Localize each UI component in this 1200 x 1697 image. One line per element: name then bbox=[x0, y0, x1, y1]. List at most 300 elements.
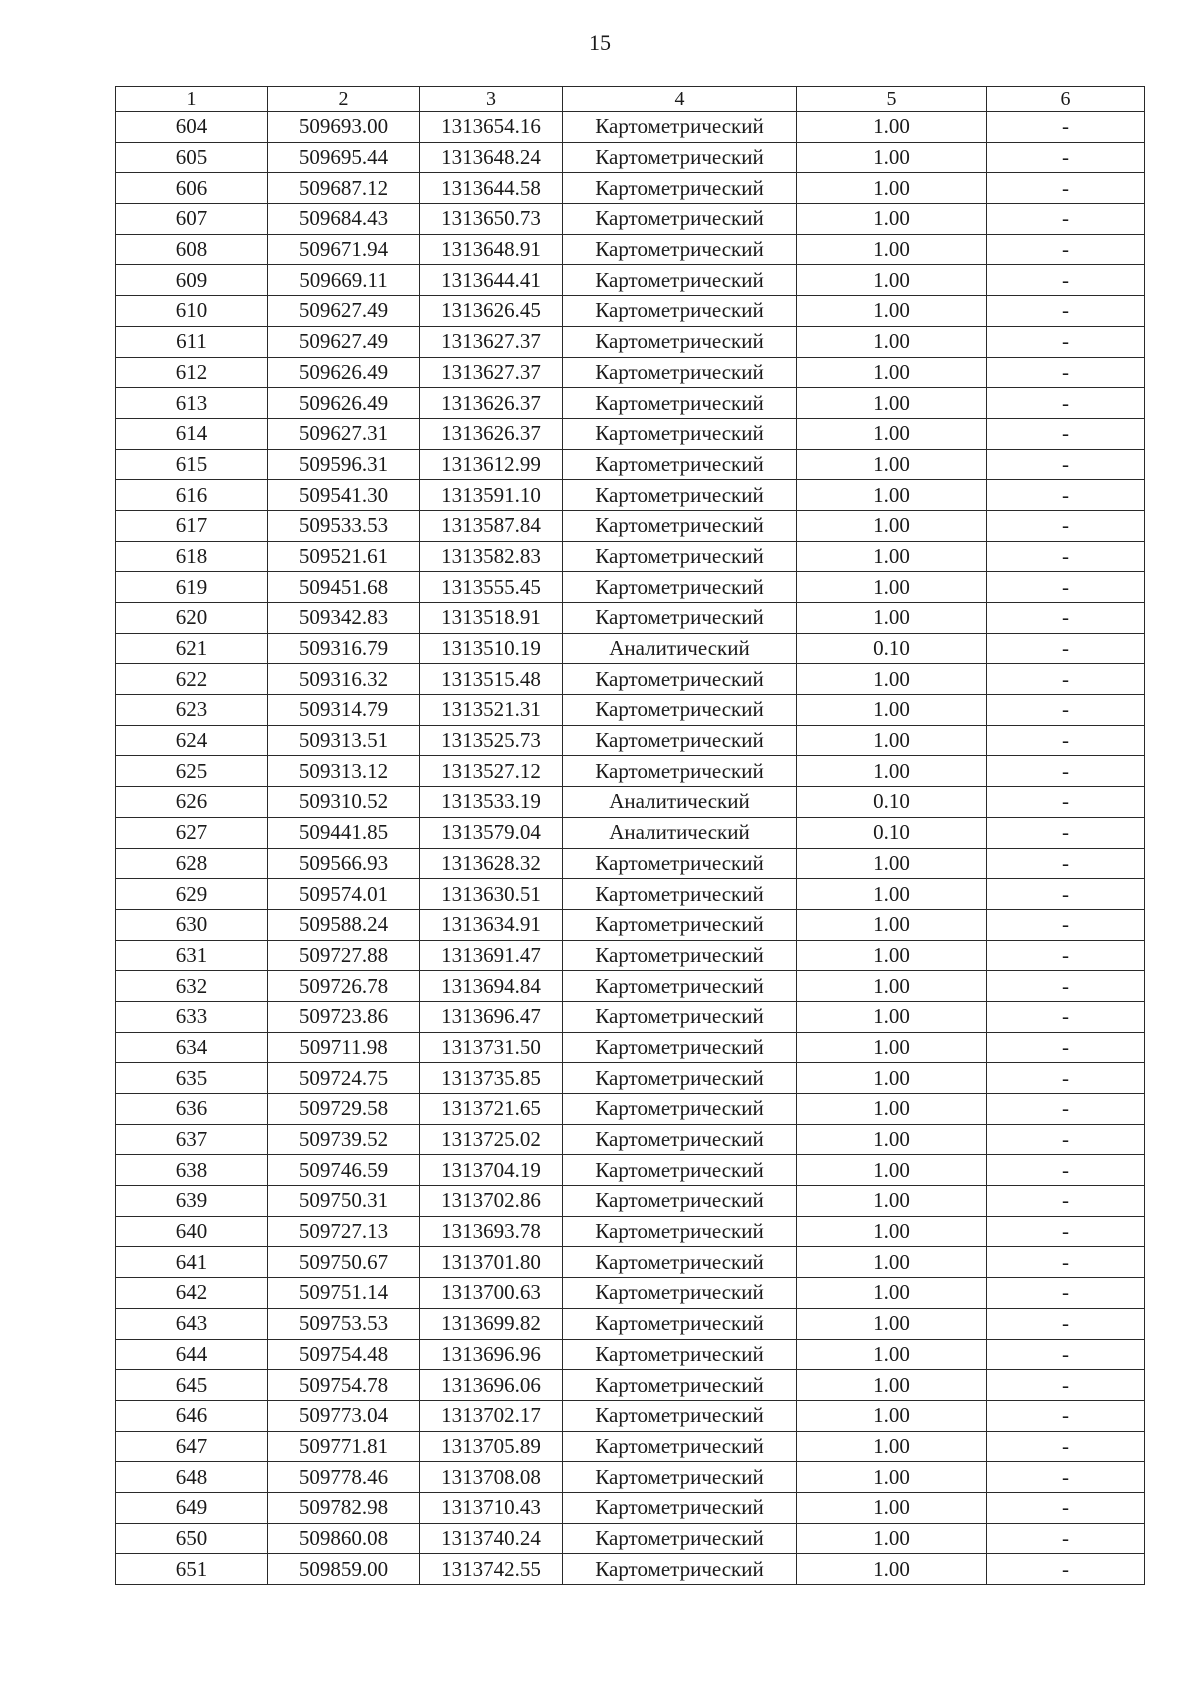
accuracy-cell: 1.00 bbox=[797, 510, 987, 541]
x-coordinate-cell: 509754.48 bbox=[268, 1339, 420, 1370]
y-coordinate-cell: 1313710.43 bbox=[420, 1492, 563, 1523]
table-row bbox=[116, 1308, 1145, 1339]
method-cell: Картометрический bbox=[563, 142, 797, 173]
y-coordinate-cell: 1313634.91 bbox=[420, 909, 563, 940]
y-coordinate-cell: 1313742.55 bbox=[420, 1554, 563, 1585]
x-coordinate-cell: 509695.44 bbox=[268, 142, 420, 173]
description-cell: - bbox=[987, 1216, 1145, 1247]
description-cell: - bbox=[987, 848, 1145, 879]
accuracy-cell: 0.10 bbox=[797, 633, 987, 664]
table-row bbox=[116, 603, 1145, 634]
x-coordinate-cell: 509316.32 bbox=[268, 664, 420, 695]
table-body bbox=[116, 112, 1145, 1585]
method-cell: Картометрический bbox=[563, 296, 797, 327]
point-number-cell: 636 bbox=[116, 1094, 268, 1125]
accuracy-cell: 1.00 bbox=[797, 848, 987, 879]
y-coordinate-cell: 1313691.47 bbox=[420, 940, 563, 971]
accuracy-cell: 1.00 bbox=[797, 725, 987, 756]
accuracy-cell: 1.00 bbox=[797, 1554, 987, 1585]
table-row bbox=[116, 480, 1145, 511]
point-number-cell: 608 bbox=[116, 234, 268, 265]
description-cell: - bbox=[987, 1278, 1145, 1309]
point-number-cell: 644 bbox=[116, 1339, 268, 1370]
accuracy-cell: 1.00 bbox=[797, 1523, 987, 1554]
point-number-cell: 633 bbox=[116, 1001, 268, 1032]
description-cell: - bbox=[987, 204, 1145, 235]
table-row bbox=[116, 695, 1145, 726]
y-coordinate-cell: 1313654.16 bbox=[420, 112, 563, 143]
method-cell: Картометрический bbox=[563, 909, 797, 940]
method-cell: Картометрический bbox=[563, 603, 797, 634]
table-row bbox=[116, 1278, 1145, 1309]
method-cell: Картометрический bbox=[563, 265, 797, 296]
point-number-cell: 626 bbox=[116, 787, 268, 818]
x-coordinate-cell: 509750.31 bbox=[268, 1186, 420, 1217]
x-coordinate-cell: 509782.98 bbox=[268, 1492, 420, 1523]
x-coordinate-cell: 509313.12 bbox=[268, 756, 420, 787]
accuracy-cell: 1.00 bbox=[797, 173, 987, 204]
method-cell: Картометрический bbox=[563, 725, 797, 756]
accuracy-cell: 1.00 bbox=[797, 480, 987, 511]
table-row bbox=[116, 1124, 1145, 1155]
description-cell: - bbox=[987, 664, 1145, 695]
accuracy-cell: 1.00 bbox=[797, 388, 987, 419]
method-cell: Картометрический bbox=[563, 1523, 797, 1554]
accuracy-cell: 1.00 bbox=[797, 541, 987, 572]
x-coordinate-cell: 509441.85 bbox=[268, 817, 420, 848]
description-cell: - bbox=[987, 112, 1145, 143]
y-coordinate-cell: 1313627.37 bbox=[420, 326, 563, 357]
method-cell: Картометрический bbox=[563, 1124, 797, 1155]
x-coordinate-cell: 509533.53 bbox=[268, 510, 420, 541]
table-row bbox=[116, 173, 1145, 204]
y-coordinate-cell: 1313521.31 bbox=[420, 695, 563, 726]
x-coordinate-cell: 509588.24 bbox=[268, 909, 420, 940]
point-number-cell: 613 bbox=[116, 388, 268, 419]
description-cell: - bbox=[987, 449, 1145, 480]
x-coordinate-cell: 509771.81 bbox=[268, 1431, 420, 1462]
x-coordinate-cell: 509751.14 bbox=[268, 1278, 420, 1309]
accuracy-cell: 1.00 bbox=[797, 1400, 987, 1431]
table-row bbox=[116, 1155, 1145, 1186]
description-cell: - bbox=[987, 1032, 1145, 1063]
method-cell: Картометрический bbox=[563, 1278, 797, 1309]
accuracy-cell: 1.00 bbox=[797, 1462, 987, 1493]
x-coordinate-cell: 509521.61 bbox=[268, 541, 420, 572]
accuracy-cell: 1.00 bbox=[797, 1063, 987, 1094]
description-cell: - bbox=[987, 1308, 1145, 1339]
y-coordinate-cell: 1313725.02 bbox=[420, 1124, 563, 1155]
accuracy-cell: 1.00 bbox=[797, 142, 987, 173]
x-coordinate-cell: 509626.49 bbox=[268, 388, 420, 419]
x-coordinate-cell: 509693.00 bbox=[268, 112, 420, 143]
method-cell: Картометрический bbox=[563, 112, 797, 143]
x-coordinate-cell: 509627.49 bbox=[268, 296, 420, 327]
x-coordinate-cell: 509727.13 bbox=[268, 1216, 420, 1247]
accuracy-cell: 1.00 bbox=[797, 234, 987, 265]
point-number-cell: 607 bbox=[116, 204, 268, 235]
point-number-cell: 604 bbox=[116, 112, 268, 143]
y-coordinate-cell: 1313699.82 bbox=[420, 1308, 563, 1339]
x-coordinate-cell: 509342.83 bbox=[268, 603, 420, 634]
header-cell-col-3: 3 bbox=[420, 87, 563, 112]
accuracy-cell: 1.00 bbox=[797, 1247, 987, 1278]
point-number-cell: 605 bbox=[116, 142, 268, 173]
y-coordinate-cell: 1313518.91 bbox=[420, 603, 563, 634]
method-cell: Картометрический bbox=[563, 388, 797, 419]
description-cell: - bbox=[987, 725, 1145, 756]
x-coordinate-cell: 509626.49 bbox=[268, 357, 420, 388]
accuracy-cell: 1.00 bbox=[797, 879, 987, 910]
method-cell: Картометрический bbox=[563, 1462, 797, 1493]
table-row bbox=[116, 234, 1145, 265]
description-cell: - bbox=[987, 1094, 1145, 1125]
description-cell: - bbox=[987, 1462, 1145, 1493]
point-number-cell: 643 bbox=[116, 1308, 268, 1339]
y-coordinate-cell: 1313696.96 bbox=[420, 1339, 563, 1370]
x-coordinate-cell: 509746.59 bbox=[268, 1155, 420, 1186]
x-coordinate-cell: 509723.86 bbox=[268, 1001, 420, 1032]
description-cell: - bbox=[987, 357, 1145, 388]
method-cell: Картометрический bbox=[563, 357, 797, 388]
x-coordinate-cell: 509684.43 bbox=[268, 204, 420, 235]
accuracy-cell: 1.00 bbox=[797, 357, 987, 388]
header-cell-col-5: 5 bbox=[797, 87, 987, 112]
x-coordinate-cell: 509627.49 bbox=[268, 326, 420, 357]
y-coordinate-cell: 1313696.06 bbox=[420, 1370, 563, 1401]
x-coordinate-cell: 509753.53 bbox=[268, 1308, 420, 1339]
table-row bbox=[116, 541, 1145, 572]
y-coordinate-cell: 1313579.04 bbox=[420, 817, 563, 848]
table-row bbox=[116, 418, 1145, 449]
description-cell: - bbox=[987, 1400, 1145, 1431]
description-cell: - bbox=[987, 326, 1145, 357]
x-coordinate-cell: 509711.98 bbox=[268, 1032, 420, 1063]
x-coordinate-cell: 509727.88 bbox=[268, 940, 420, 971]
y-coordinate-cell: 1313587.84 bbox=[420, 510, 563, 541]
description-cell: - bbox=[987, 1247, 1145, 1278]
accuracy-cell: 1.00 bbox=[797, 326, 987, 357]
description-cell: - bbox=[987, 787, 1145, 818]
accuracy-cell: 1.00 bbox=[797, 265, 987, 296]
description-cell: - bbox=[987, 296, 1145, 327]
method-cell: Картометрический bbox=[563, 1032, 797, 1063]
accuracy-cell: 1.00 bbox=[797, 1186, 987, 1217]
y-coordinate-cell: 1313555.45 bbox=[420, 572, 563, 603]
point-number-cell: 611 bbox=[116, 326, 268, 357]
method-cell: Картометрический bbox=[563, 1094, 797, 1125]
method-cell: Картометрический bbox=[563, 510, 797, 541]
page-number: 15 bbox=[589, 30, 611, 55]
point-number-cell: 618 bbox=[116, 541, 268, 572]
accuracy-cell: 1.00 bbox=[797, 1492, 987, 1523]
y-coordinate-cell: 1313628.32 bbox=[420, 848, 563, 879]
table-row bbox=[116, 1216, 1145, 1247]
table-row bbox=[116, 848, 1145, 879]
method-cell: Картометрический bbox=[563, 1308, 797, 1339]
point-number-cell: 620 bbox=[116, 603, 268, 634]
y-coordinate-cell: 1313644.41 bbox=[420, 265, 563, 296]
description-cell: - bbox=[987, 388, 1145, 419]
point-number-cell: 634 bbox=[116, 1032, 268, 1063]
x-coordinate-cell: 509671.94 bbox=[268, 234, 420, 265]
point-number-cell: 641 bbox=[116, 1247, 268, 1278]
x-coordinate-cell: 509750.67 bbox=[268, 1247, 420, 1278]
method-cell: Картометрический bbox=[563, 480, 797, 511]
x-coordinate-cell: 509541.30 bbox=[268, 480, 420, 511]
y-coordinate-cell: 1313525.73 bbox=[420, 725, 563, 756]
table-row bbox=[116, 326, 1145, 357]
point-number-cell: 627 bbox=[116, 817, 268, 848]
table-row bbox=[116, 296, 1145, 327]
header-row bbox=[116, 87, 1145, 112]
point-number-cell: 629 bbox=[116, 879, 268, 910]
accuracy-cell: 1.00 bbox=[797, 1308, 987, 1339]
accuracy-cell: 1.00 bbox=[797, 1124, 987, 1155]
point-number-cell: 638 bbox=[116, 1155, 268, 1186]
accuracy-cell: 1.00 bbox=[797, 695, 987, 726]
x-coordinate-cell: 509773.04 bbox=[268, 1400, 420, 1431]
x-coordinate-cell: 509310.52 bbox=[268, 787, 420, 818]
description-cell: - bbox=[987, 142, 1145, 173]
y-coordinate-cell: 1313626.37 bbox=[420, 418, 563, 449]
description-cell: - bbox=[987, 1523, 1145, 1554]
description-cell: - bbox=[987, 1554, 1145, 1585]
table-row bbox=[116, 787, 1145, 818]
table-row bbox=[116, 1462, 1145, 1493]
accuracy-cell: 1.00 bbox=[797, 940, 987, 971]
description-cell: - bbox=[987, 909, 1145, 940]
accuracy-cell: 1.00 bbox=[797, 1339, 987, 1370]
description-cell: - bbox=[987, 1124, 1145, 1155]
description-cell: - bbox=[987, 265, 1145, 296]
description-cell: - bbox=[987, 1370, 1145, 1401]
method-cell: Картометрический bbox=[563, 173, 797, 204]
method-cell: Картометрический bbox=[563, 1431, 797, 1462]
method-cell: Картометрический bbox=[563, 1186, 797, 1217]
table-row bbox=[116, 1523, 1145, 1554]
accuracy-cell: 0.10 bbox=[797, 817, 987, 848]
table-row bbox=[116, 1431, 1145, 1462]
accuracy-cell: 1.00 bbox=[797, 1216, 987, 1247]
method-cell: Картометрический bbox=[563, 1339, 797, 1370]
accuracy-cell: 1.00 bbox=[797, 603, 987, 634]
accuracy-cell: 1.00 bbox=[797, 112, 987, 143]
header-cell-col-2: 2 bbox=[268, 87, 420, 112]
accuracy-cell: 1.00 bbox=[797, 971, 987, 1002]
x-coordinate-cell: 509313.51 bbox=[268, 725, 420, 756]
table-row bbox=[116, 142, 1145, 173]
description-cell: - bbox=[987, 480, 1145, 511]
table-row bbox=[116, 725, 1145, 756]
description-cell: - bbox=[987, 603, 1145, 634]
y-coordinate-cell: 1313708.08 bbox=[420, 1462, 563, 1493]
point-number-cell: 651 bbox=[116, 1554, 268, 1585]
header-cell-col-6: 6 bbox=[987, 87, 1145, 112]
y-coordinate-cell: 1313702.17 bbox=[420, 1400, 563, 1431]
description-cell: - bbox=[987, 940, 1145, 971]
y-coordinate-cell: 1313701.80 bbox=[420, 1247, 563, 1278]
x-coordinate-cell: 509724.75 bbox=[268, 1063, 420, 1094]
method-cell: Аналитический bbox=[563, 633, 797, 664]
method-cell: Аналитический bbox=[563, 817, 797, 848]
accuracy-cell: 1.00 bbox=[797, 1032, 987, 1063]
table-row bbox=[116, 1094, 1145, 1125]
x-coordinate-cell: 509860.08 bbox=[268, 1523, 420, 1554]
point-number-cell: 650 bbox=[116, 1523, 268, 1554]
table-row bbox=[116, 572, 1145, 603]
table-row bbox=[116, 633, 1145, 664]
accuracy-cell: 1.00 bbox=[797, 418, 987, 449]
y-coordinate-cell: 1313696.47 bbox=[420, 1001, 563, 1032]
x-coordinate-cell: 509451.68 bbox=[268, 572, 420, 603]
table-row bbox=[116, 971, 1145, 1002]
table-row bbox=[116, 1001, 1145, 1032]
x-coordinate-cell: 509687.12 bbox=[268, 173, 420, 204]
point-number-cell: 637 bbox=[116, 1124, 268, 1155]
description-cell: - bbox=[987, 633, 1145, 664]
accuracy-cell: 1.00 bbox=[797, 449, 987, 480]
y-coordinate-cell: 1313612.99 bbox=[420, 449, 563, 480]
method-cell: Картометрический bbox=[563, 204, 797, 235]
description-cell: - bbox=[987, 572, 1145, 603]
table-row bbox=[116, 265, 1145, 296]
method-cell: Картометрический bbox=[563, 1063, 797, 1094]
point-number-cell: 625 bbox=[116, 756, 268, 787]
y-coordinate-cell: 1313700.63 bbox=[420, 1278, 563, 1309]
accuracy-cell: 1.00 bbox=[797, 1001, 987, 1032]
x-coordinate-cell: 509669.11 bbox=[268, 265, 420, 296]
table-row bbox=[116, 1032, 1145, 1063]
table-row bbox=[116, 388, 1145, 419]
method-cell: Картометрический bbox=[563, 664, 797, 695]
y-coordinate-cell: 1313731.50 bbox=[420, 1032, 563, 1063]
table-row bbox=[116, 664, 1145, 695]
x-coordinate-cell: 509739.52 bbox=[268, 1124, 420, 1155]
point-number-cell: 647 bbox=[116, 1431, 268, 1462]
x-coordinate-cell: 509574.01 bbox=[268, 879, 420, 910]
x-coordinate-cell: 509754.78 bbox=[268, 1370, 420, 1401]
table-row bbox=[116, 756, 1145, 787]
point-number-cell: 631 bbox=[116, 940, 268, 971]
method-cell: Картометрический bbox=[563, 326, 797, 357]
table-row bbox=[116, 1063, 1145, 1094]
table-row bbox=[116, 112, 1145, 143]
method-cell: Картометрический bbox=[563, 234, 797, 265]
description-cell: - bbox=[987, 173, 1145, 204]
description-cell: - bbox=[987, 541, 1145, 572]
y-coordinate-cell: 1313648.24 bbox=[420, 142, 563, 173]
table-row bbox=[116, 357, 1145, 388]
point-number-cell: 628 bbox=[116, 848, 268, 879]
description-cell: - bbox=[987, 1431, 1145, 1462]
point-number-cell: 648 bbox=[116, 1462, 268, 1493]
point-number-cell: 609 bbox=[116, 265, 268, 296]
accuracy-cell: 1.00 bbox=[797, 572, 987, 603]
y-coordinate-cell: 1313694.84 bbox=[420, 971, 563, 1002]
method-cell: Картометрический bbox=[563, 1370, 797, 1401]
x-coordinate-cell: 509729.58 bbox=[268, 1094, 420, 1125]
point-number-cell: 630 bbox=[116, 909, 268, 940]
point-number-cell: 617 bbox=[116, 510, 268, 541]
description-cell: - bbox=[987, 756, 1145, 787]
y-coordinate-cell: 1313705.89 bbox=[420, 1431, 563, 1462]
method-cell: Картометрический bbox=[563, 879, 797, 910]
method-cell: Картометрический bbox=[563, 940, 797, 971]
point-number-cell: 612 bbox=[116, 357, 268, 388]
y-coordinate-cell: 1313582.83 bbox=[420, 541, 563, 572]
x-coordinate-cell: 509778.46 bbox=[268, 1462, 420, 1493]
y-coordinate-cell: 1313704.19 bbox=[420, 1155, 563, 1186]
point-number-cell: 645 bbox=[116, 1370, 268, 1401]
point-number-cell: 642 bbox=[116, 1278, 268, 1309]
method-cell: Картометрический bbox=[563, 1001, 797, 1032]
description-cell: - bbox=[987, 510, 1145, 541]
table-header bbox=[116, 87, 1145, 112]
point-number-cell: 623 bbox=[116, 695, 268, 726]
method-cell: Картометрический bbox=[563, 1492, 797, 1523]
coordinates-table bbox=[115, 86, 1145, 1585]
header-cell-col-1: 1 bbox=[116, 87, 268, 112]
method-cell: Картометрический bbox=[563, 449, 797, 480]
table-row bbox=[116, 449, 1145, 480]
y-coordinate-cell: 1313510.19 bbox=[420, 633, 563, 664]
accuracy-cell: 1.00 bbox=[797, 909, 987, 940]
method-cell: Картометрический bbox=[563, 1400, 797, 1431]
y-coordinate-cell: 1313648.91 bbox=[420, 234, 563, 265]
table-row bbox=[116, 817, 1145, 848]
method-cell: Аналитический bbox=[563, 787, 797, 818]
x-coordinate-cell: 509566.93 bbox=[268, 848, 420, 879]
x-coordinate-cell: 509859.00 bbox=[268, 1554, 420, 1585]
accuracy-cell: 1.00 bbox=[797, 1155, 987, 1186]
y-coordinate-cell: 1313627.37 bbox=[420, 357, 563, 388]
y-coordinate-cell: 1313702.86 bbox=[420, 1186, 563, 1217]
description-cell: - bbox=[987, 1063, 1145, 1094]
y-coordinate-cell: 1313693.78 bbox=[420, 1216, 563, 1247]
x-coordinate-cell: 509596.31 bbox=[268, 449, 420, 480]
table-row bbox=[116, 1339, 1145, 1370]
method-cell: Картометрический bbox=[563, 1554, 797, 1585]
point-number-cell: 619 bbox=[116, 572, 268, 603]
description-cell: - bbox=[987, 817, 1145, 848]
point-number-cell: 615 bbox=[116, 449, 268, 480]
x-coordinate-cell: 509726.78 bbox=[268, 971, 420, 1002]
point-number-cell: 610 bbox=[116, 296, 268, 327]
accuracy-cell: 0.10 bbox=[797, 787, 987, 818]
description-cell: - bbox=[987, 234, 1145, 265]
table-row bbox=[116, 940, 1145, 971]
y-coordinate-cell: 1313630.51 bbox=[420, 879, 563, 910]
accuracy-cell: 1.00 bbox=[797, 1370, 987, 1401]
y-coordinate-cell: 1313591.10 bbox=[420, 480, 563, 511]
point-number-cell: 606 bbox=[116, 173, 268, 204]
description-cell: - bbox=[987, 1001, 1145, 1032]
accuracy-cell: 1.00 bbox=[797, 1431, 987, 1462]
point-number-cell: 640 bbox=[116, 1216, 268, 1247]
description-cell: - bbox=[987, 695, 1145, 726]
x-coordinate-cell: 509627.31 bbox=[268, 418, 420, 449]
table-row bbox=[116, 204, 1145, 235]
y-coordinate-cell: 1313527.12 bbox=[420, 756, 563, 787]
point-number-cell: 614 bbox=[116, 418, 268, 449]
method-cell: Картометрический bbox=[563, 541, 797, 572]
y-coordinate-cell: 1313533.19 bbox=[420, 787, 563, 818]
method-cell: Картометрический bbox=[563, 1155, 797, 1186]
point-number-cell: 649 bbox=[116, 1492, 268, 1523]
y-coordinate-cell: 1313650.73 bbox=[420, 204, 563, 235]
description-cell: - bbox=[987, 971, 1145, 1002]
